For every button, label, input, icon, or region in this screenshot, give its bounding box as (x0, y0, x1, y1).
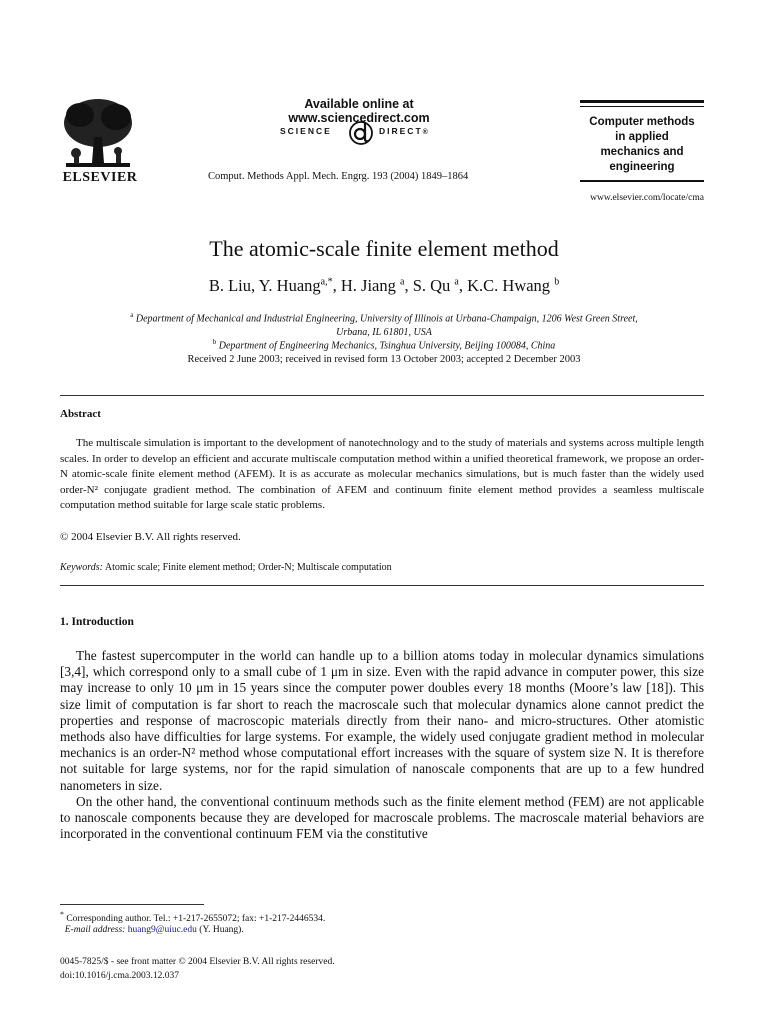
abstract-heading: Abstract (60, 408, 101, 420)
journal-bar-top (580, 100, 704, 103)
front-matter-line: 0045-7825/$ - see front matter © 2004 Elsevier B.V. All rights reserved. (60, 957, 335, 967)
sciencedirect-d-icon (346, 117, 376, 147)
email-label: E-mail address: (64, 925, 126, 935)
affiliation-b (60, 335, 708, 353)
author-name: Y. Huang (258, 276, 321, 295)
journal-url[interactable]: www.elsevier.com/locate/cma (590, 193, 704, 203)
footnote-text: Corresponding author. Tel.: +1-217-2655072; fax: +1-217-2446534. (66, 914, 326, 925)
journal-title-line: Computer methods (589, 116, 695, 128)
author-name: , H. Jiang (332, 276, 396, 295)
journal-bar-bottom (580, 180, 704, 182)
author-name: B. Liu, (208, 276, 256, 295)
affiliation-text: Department of Engineering Mechanics, Tsinghua University, Beijing 100084, China (218, 340, 556, 352)
sd-left-word: SCIENCE (280, 126, 332, 136)
affiliation-text: Department of Mechanical and Industrial Engineering, University of Illinois at Urbana-Champaign, 1206 West Green Street, (135, 313, 638, 325)
keywords-list: Atomic scale; Finite element method; Order-N; Multiscale computation (104, 562, 392, 573)
journal-title-box (580, 100, 704, 184)
footnote-rule (60, 904, 204, 905)
available-online-text[interactable]: Available online at www.sciencedirect.com (288, 97, 430, 125)
author-affil-mark: a (454, 276, 459, 288)
email-who: (Y. Huang). (199, 925, 244, 935)
abstract-text: The multiscale simulation is important to the development of nanotechnology and to the study of materials and systems across multiple length scales. In order to develop an efficient and accurate multiscale computation method within a unified theoretical framework, we propose an order-N atomic-scale finite element method (AFEM). It is as accurate as molecular mechanics simulations, but is much faster than the widely used order-N² conjugate gradient method. The combination of AFEM and continuum finite element method provides a seamless multiscale computation method suitable for large scale static problems. (60, 437, 704, 511)
sciencedirect-logo (280, 117, 450, 147)
affiliation-mark: b (212, 338, 217, 346)
keywords-label: Keywords: (60, 562, 103, 573)
footnote-corresponding (60, 910, 325, 924)
divider (60, 395, 704, 396)
section-heading: 1. Introduction (60, 616, 134, 628)
author-affil-mark: a,* (320, 276, 333, 288)
footnote-email (60, 925, 244, 935)
publisher-wordmark: ELSEVIER (62, 170, 138, 185)
journal-title (580, 115, 704, 175)
paragraph: The fastest supercomputer in the world can handle up to a billion atoms today in molecular dynamics simulations [3,4], which correspond only to a small cube of 1 μm in size. Even with the rapid advance in computer power, this size may increase to only 10 μm in 15 years since the computer power doubles every 18 months (Moore’s law [18]). This size limit of computation is far short to reach the macroscale such that molecular dynamics alone cannot predict the properties and response of macroscopic materials directly from their nano- and micro-structures. Other atomistic methods also have difficulties for large systems. For example, the widely used conjugate gradient method in molecular mechanics is an order-N² method whose computational effort increases with the square of system size N. It is therefore not suitable for large systems, nor for the rapid simulation of nanoscale components that are up to a few hundred nanometers in size. (60, 648, 704, 793)
paragraph: On the other hand, the conventional continuum methods such as the finite element method (FEM) are not applicable to nanoscale components because they are developed for macroscale problems. The macroscale material behaviors are incorporated in the conventional continuum FEM via the constitutive (60, 793, 704, 842)
journal-title-line: engineering (609, 161, 675, 173)
received-dates: Received 2 June 2003; received in revised form 13 October 2003; accepted 2 December 2003 (187, 354, 581, 365)
journal-title-line: mechanics and (600, 146, 684, 158)
author-list (0, 276, 768, 296)
journal-title-line: in applied (615, 131, 669, 143)
affiliation-text-cont: Urbana, IL 61801, USA (336, 327, 432, 339)
section-body (60, 648, 704, 842)
keywords (60, 562, 392, 573)
author-affil-mark: a (399, 276, 405, 288)
journal-citation: Comput. Methods Appl. Mech. Engrg. 193 (2004) 1849–1864 (208, 171, 469, 182)
journal-bar-thin (580, 106, 704, 107)
author-affil-mark: b (554, 276, 560, 288)
sd-right-word: DIRECT® (379, 126, 428, 136)
email-link[interactable]: huang9@uiuc.edu (127, 925, 197, 935)
author-name: , S. Qu (404, 276, 451, 295)
abstract-body (60, 436, 704, 514)
affiliation-mark: a (130, 311, 134, 319)
paper-title: The atomic-scale finite element method (209, 236, 559, 261)
doi-line[interactable]: doi:10.1016/j.cma.2003.12.037 (60, 971, 180, 981)
abstract-copyright: © 2004 Elsevier B.V. All rights reserved. (60, 531, 241, 543)
divider (60, 585, 704, 586)
footnote-mark: * (60, 910, 64, 919)
author-name: , K.C. Hwang (458, 276, 551, 295)
